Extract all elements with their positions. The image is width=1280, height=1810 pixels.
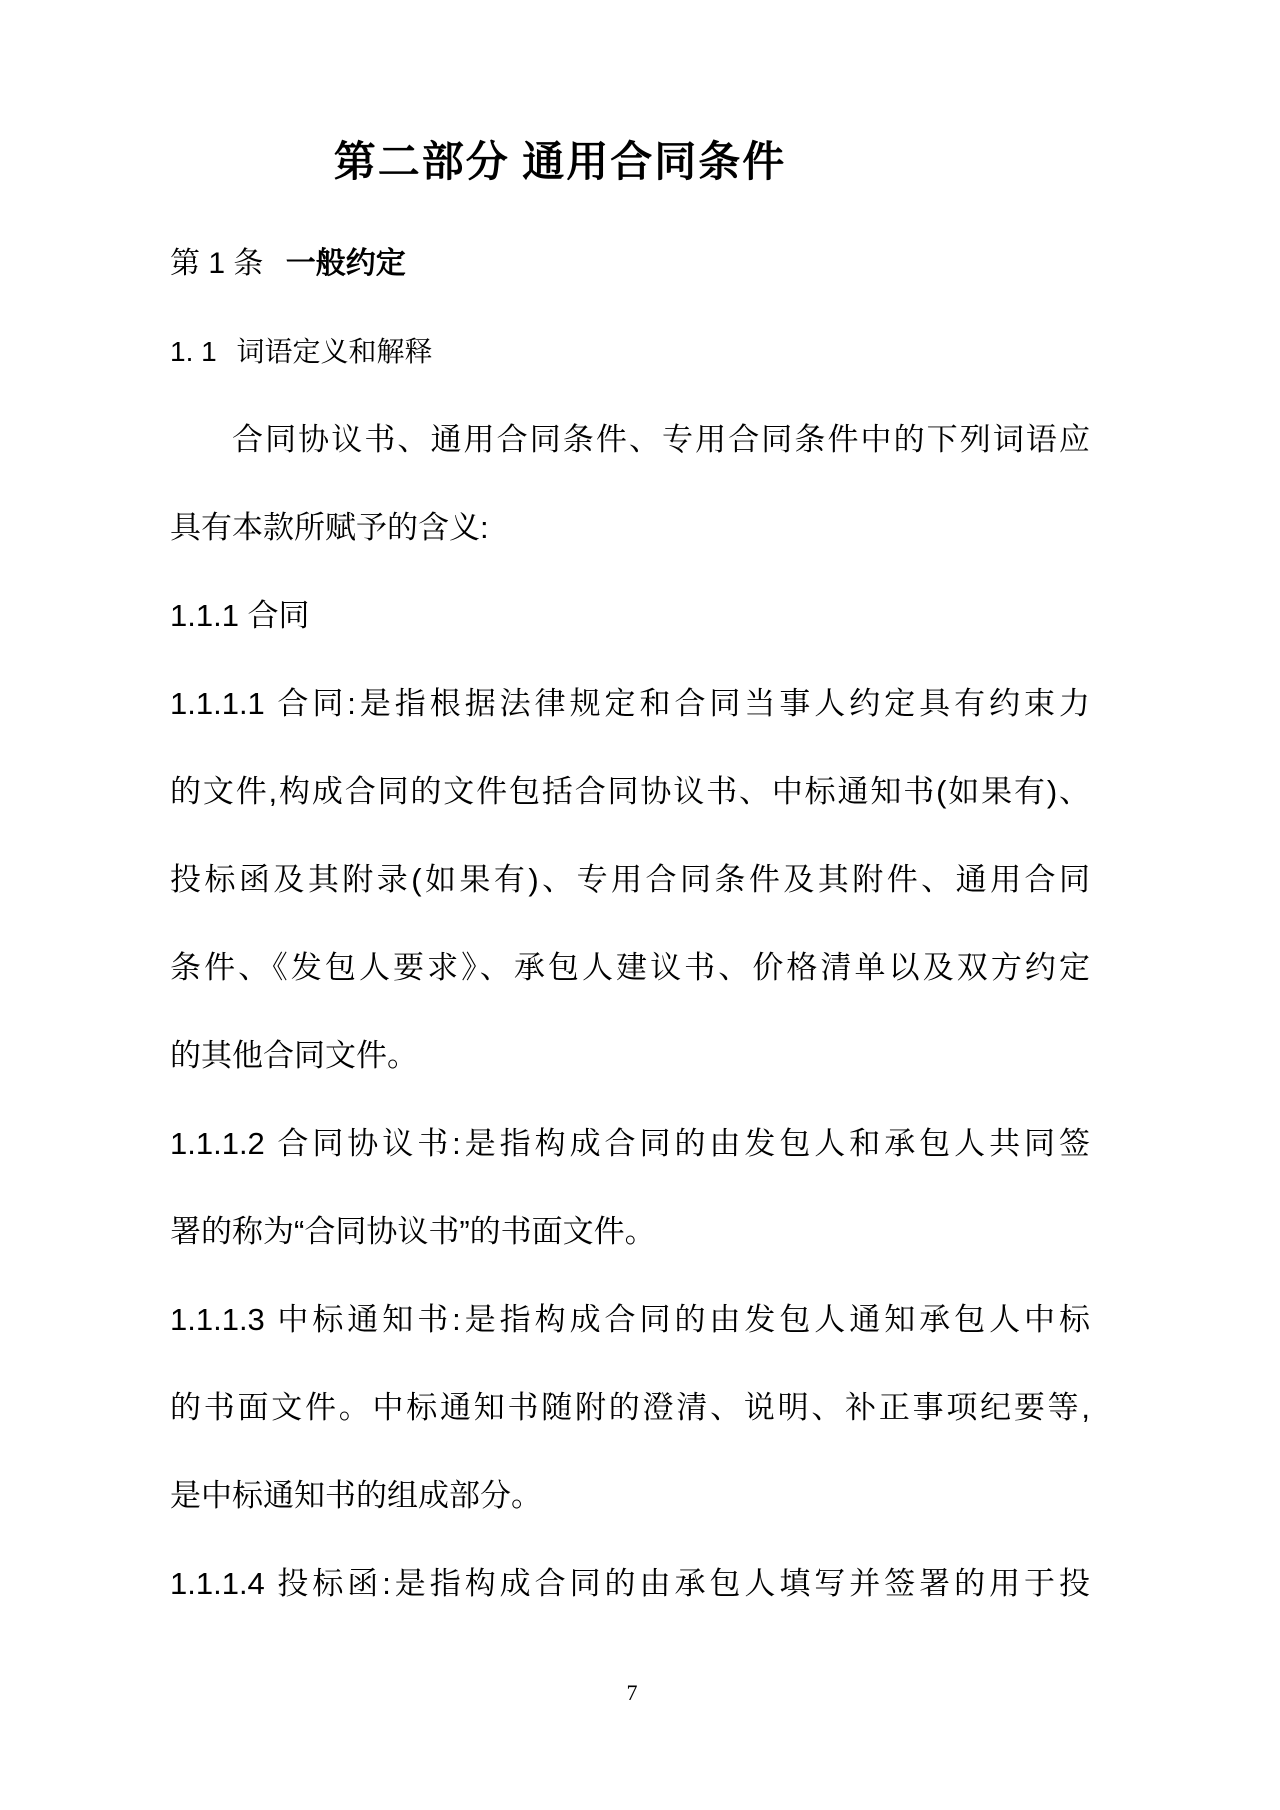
body-line: 的其他合同文件。 [170, 1038, 418, 1073]
body-line: 1.1.1.3 中标通知书:是指构成合同的由发包人通知承包人中标 [170, 1302, 1090, 1337]
body-line: 条件、《发包人要求》、承包人建议书、价格清单以及双方约定 [170, 950, 1090, 985]
body-line: 1.1.1.4 投标函:是指构成合同的由承包人填写并签署的用于投 [170, 1566, 1090, 1601]
body-line: 合同协议书、通用合同条件、专用合同条件中的下列词语应 [232, 422, 1090, 457]
body-line: 的书面文件。中标通知书随附的澄清、说明、补正事项纪要等, [170, 1390, 1090, 1425]
document-body [170, 396, 1090, 1628]
clause-title: 词语定义和解释 [236, 336, 433, 367]
clause-heading [170, 334, 433, 370]
body-line: 具有本款所赋予的含义: [170, 510, 489, 545]
body-line: 1.1.1 合同 [170, 598, 310, 633]
article-heading [170, 244, 406, 284]
body-line: 署的称为“合同协议书”的书面文件。 [170, 1214, 656, 1249]
article-title: 一般约定 [285, 247, 406, 280]
body-line: 的文件,构成合同的文件包括合同协议书、中标通知书(如果有)、 [170, 774, 1090, 809]
article-number: 第 1 条 [170, 247, 264, 280]
clause-number: 1. 1 [170, 336, 217, 367]
body-line: 1.1.1.2 合同协议书:是指构成合同的由发包人和承包人共同签 [170, 1126, 1090, 1161]
page-number: 7 [626, 1680, 638, 1705]
document-title: 第二部分 通用合同条件 [333, 140, 787, 186]
body-line: 1.1.1.1 合同:是指根据法律规定和合同当事人约定具有约束力 [170, 686, 1090, 721]
body-line: 投标函及其附录(如果有)、专用合同条件及其附件、通用合同 [170, 862, 1090, 897]
body-line: 是中标通知书的组成部分。 [170, 1478, 542, 1513]
